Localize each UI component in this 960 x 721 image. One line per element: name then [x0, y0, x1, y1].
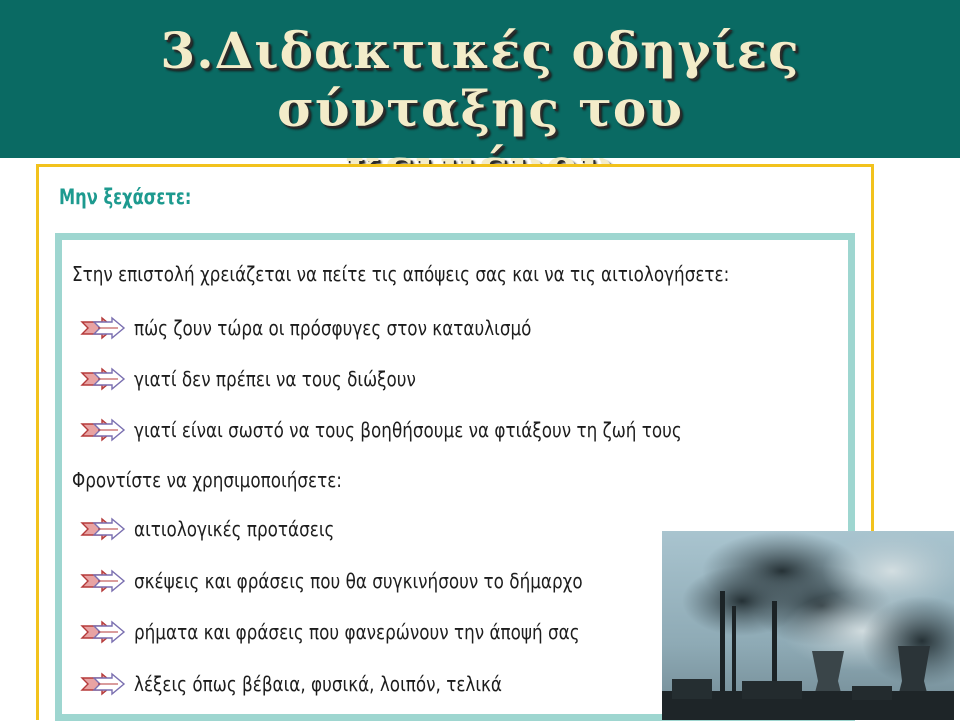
- list-item: [80, 515, 373, 543]
- list-item-label: ρήματα και φράσεις που φανερώνουν την άποψή σας: [134, 620, 580, 644]
- list-item: [80, 618, 664, 646]
- list-item-label: αιτιολογικές προτάσεις: [134, 517, 335, 541]
- list-item: [80, 365, 470, 393]
- list-item-label: πώς ζουν τώρα οι πρόσφυγες στον καταυλισμό: [134, 316, 532, 340]
- list-item: [80, 314, 607, 342]
- list-item-label: γιατί δεν πρέπει να τους διώξουν: [134, 367, 416, 391]
- list-item-label: σκέψεις και φράσεις που θα συγκινήσουν το δήμαρχο: [134, 569, 583, 593]
- double-arrow-icon: [80, 672, 126, 696]
- list-item: [80, 416, 786, 444]
- double-arrow-icon: [80, 620, 126, 644]
- double-arrow-icon: [80, 569, 126, 593]
- box-heading: Μην ξεχάσετε:: [59, 185, 192, 209]
- use-heading: Φροντίστε να χρησιμοποιήσετε:: [72, 468, 342, 492]
- double-arrow-icon: [80, 418, 126, 442]
- list-item-label: γιατί είναι σωστό να τους βοηθήσουμε να φτιάξουν τη ζωή τους: [134, 418, 682, 442]
- pollution-photo: [662, 531, 954, 720]
- double-arrow-icon: [80, 316, 126, 340]
- slide-title-line-1: 3.Διδακτικές οδηγίες σύνταξης του: [160, 21, 800, 138]
- list-item: [80, 670, 572, 698]
- double-arrow-icon: [80, 367, 126, 391]
- title-band: [0, 0, 960, 158]
- intro-text: Στην επιστολή χρειάζεται να πείτε τις απόψεις σας και να τις αιτιολογήσετε:: [72, 262, 730, 286]
- double-arrow-icon: [80, 517, 126, 541]
- list-item: [80, 567, 668, 595]
- list-item-label: λέξεις όπως βέβαια, φυσικά, λοιπόν, τελικά: [134, 672, 503, 696]
